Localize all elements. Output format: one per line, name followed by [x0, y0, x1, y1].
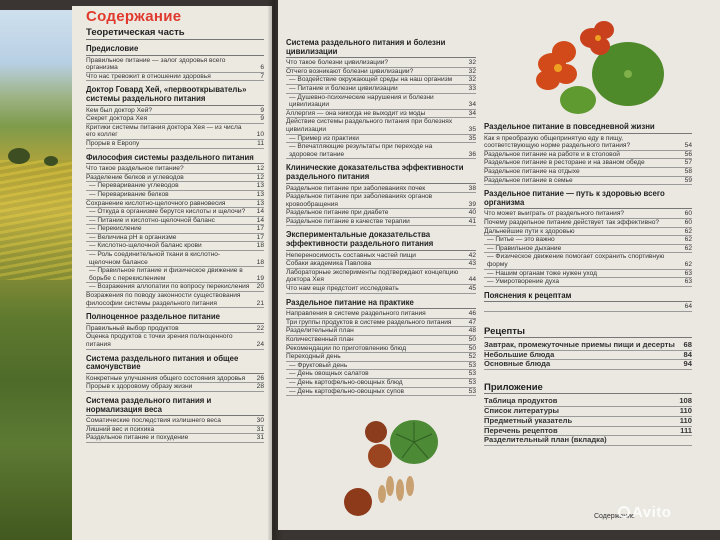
entry-page-number: 24 [256, 341, 264, 348]
left-toc-column [86, 8, 264, 443]
entry-title: Раздельное питание в ресторане и на званом обеде [484, 159, 645, 167]
toc-entry [484, 270, 692, 279]
entry-title: Действие системы раздельного питания при болезнях цивилизации [286, 118, 453, 133]
toc-entry [484, 135, 692, 151]
nasturtium-illustration [530, 16, 670, 120]
entry-page-number: 62 [684, 227, 692, 235]
entry-title: Правильное питание — залог здоровья всего организма [86, 56, 226, 72]
section-heading: Система раздельного питания и общее самочувствие [86, 355, 264, 374]
entry-page-number: 50 [468, 344, 476, 352]
toc-entry [286, 353, 476, 362]
entry-page-number: 9 [260, 115, 264, 123]
entry-title: Кем был доктор Хей? [86, 106, 153, 114]
entry-page-number: 53 [468, 378, 476, 386]
entry-title: — Питание и болезни цивилизации [289, 84, 398, 92]
toc-section [286, 164, 476, 226]
section-heading: Раздельное питание в повседневной жизни [484, 123, 692, 134]
entry-title: Рекомендации по приготовлению блюд [286, 344, 407, 352]
entry-title: — Переваривание углеводов [89, 182, 179, 190]
entry-page-number: 52 [468, 353, 476, 361]
right-page [278, 0, 720, 530]
entry-page-number: 42 [468, 251, 476, 259]
part-heading: Теоретическая часть [86, 27, 264, 40]
entry-title: Основные блюда [484, 359, 551, 369]
entry-page-number: 63 [684, 269, 692, 277]
entry-page-number: 63 [684, 278, 692, 286]
toc-entry [286, 135, 476, 144]
toc-entry [86, 333, 264, 349]
entry-page-number: 56 [684, 150, 692, 158]
toc-entry [286, 336, 476, 345]
toc-entry [286, 269, 476, 285]
entry-title: Что нас тревожит в отношении здоровья [86, 72, 211, 80]
entry-page-number: 36 [468, 150, 476, 158]
entry-page-number: 111 [680, 425, 692, 435]
entry-title: Конкретные улучшения общего состояния здоровья [86, 374, 246, 382]
toc-section [286, 231, 476, 293]
toc-entry [484, 245, 692, 254]
entry-title: — Фруктовый день [289, 361, 348, 369]
toc-entry [286, 59, 476, 68]
entry-page-number: 33 [468, 84, 476, 92]
entry-title: — Правильное дыхание [487, 244, 562, 252]
entry-page-number: 62 [684, 236, 692, 244]
entry-page-number: 62 [684, 244, 692, 252]
entry-title: — Впечатляющие результаты при переходе на здоровое питание [289, 143, 433, 158]
toc-entry [86, 251, 264, 267]
entry-title: — Правильное питание и физическое движение в борьбе с перекислением [89, 267, 243, 282]
entry-page-number: 17 [256, 225, 264, 233]
toc-section [86, 154, 264, 309]
entry-page-number: 9 [260, 106, 264, 114]
entry-page-number: 13 [256, 190, 264, 198]
entry-title: Аллергия — она никогда не выходит из моды [286, 109, 426, 117]
entry-page-number: 48 [468, 327, 476, 335]
entry-page-number: 30 [256, 417, 264, 425]
toc-entry [484, 436, 692, 446]
toc-section [484, 123, 692, 185]
toc-entry [86, 242, 264, 251]
section-heading: Предисловие [86, 45, 264, 56]
entry-title: Разделительный план [286, 327, 354, 335]
entry-page-number: 10 [256, 131, 264, 139]
entry-title: Прорыв к здоровому образу жизни [86, 383, 193, 391]
entry-page-number: 53 [468, 361, 476, 369]
entry-title: — День овощных салатов [289, 370, 369, 378]
entry-page-number: 58 [684, 167, 692, 175]
right-sections [484, 123, 692, 312]
entry-page-number: 18 [256, 242, 264, 250]
entry-title: Переходный день [286, 353, 341, 361]
toc-entry [286, 76, 476, 85]
toc-entry [286, 85, 476, 94]
leaf-center [624, 70, 632, 78]
toc-entry [286, 327, 476, 336]
toc-entry [86, 182, 264, 191]
toc-entry [286, 362, 476, 371]
entry-title: Правильный выбор продуктов [86, 324, 179, 332]
entry-title: Оценка продуктов с точки зрения полноценного питания [86, 333, 233, 348]
toc-entry [86, 107, 264, 116]
page-footer: Содержание [594, 513, 635, 520]
entry-page-number: 34 [468, 101, 476, 109]
entry-title: Раздельное питание в семье [484, 176, 573, 184]
entry-title: Соматические последствия излишнего веса [86, 417, 221, 425]
toc-entry [286, 252, 476, 261]
entry-title: — Питание и кислотно-щелочной баланс [89, 216, 215, 224]
entry-title: Собаки академика Павлова [286, 260, 372, 268]
entry-title: — Величина рН в организме [89, 233, 177, 241]
toc-entry [86, 292, 264, 308]
entry-page-number: 13 [256, 182, 264, 190]
entry-title: — День картофельно-овощных супов [289, 387, 404, 395]
entry-page-number: 14 [256, 208, 264, 216]
toc-entry [86, 191, 264, 200]
toc-entry [286, 185, 476, 194]
nuts-illustration [340, 412, 440, 524]
entry-title: Разделительный план (вкладка) [484, 435, 607, 445]
toc-section [86, 355, 264, 392]
entry-page-number: 19 [256, 274, 264, 282]
toc-entry [484, 177, 692, 186]
toc-entry [286, 310, 476, 319]
toc-entry [286, 345, 476, 354]
entry-title: Дальнейшие пути к здоровью [484, 227, 575, 235]
entry-page-number: 110 [679, 415, 692, 425]
entry-page-number: 32 [468, 76, 476, 84]
toc-section [86, 397, 264, 443]
section-heading: Раздельное питание — путь к здоровью всего организма [484, 190, 692, 209]
toc-entry [286, 118, 476, 134]
entry-title: — Душевно-психические нарушения и болезни цивилизации [289, 93, 434, 109]
toc-entry [86, 426, 264, 435]
middle-sections [286, 39, 476, 396]
entry-page-number: 68 [683, 339, 692, 349]
toc-entry [86, 174, 264, 183]
entry-title: Раздельное питание при заболеваниях органов кровообращения [286, 193, 433, 208]
appendix-heading: Приложение [484, 382, 692, 394]
entry-page-number: 43 [468, 260, 476, 268]
left-page [72, 6, 272, 540]
entry-page-number: 41 [468, 217, 476, 225]
entry-page-number: 57 [684, 159, 692, 167]
entry-page-number: 21 [256, 299, 264, 307]
toc-entry [286, 218, 476, 227]
entry-page-number: 35 [468, 125, 476, 133]
toc-section [286, 39, 476, 159]
entry-title: Предметный указатель [484, 415, 573, 425]
entry-title: Непереносимость составных частей пищи [286, 251, 416, 259]
toc-entry [286, 193, 476, 209]
toc-entry [86, 200, 264, 209]
avito-watermark [618, 504, 671, 521]
entry-page-number: 12 [256, 165, 264, 173]
hazelnut-shape [344, 488, 372, 516]
entry-page-number: 47 [468, 318, 476, 326]
entry-title: Что такое болезни цивилизации? [286, 59, 389, 67]
entry-title: Раздельное питание при заболеваниях почек [286, 184, 426, 192]
page-title: Содержание [86, 8, 182, 25]
tree-shape [8, 148, 30, 164]
entry-title: Что нам еще предстоит исследовать [286, 285, 399, 293]
entry-page-number: 26 [256, 374, 264, 382]
appendix-list [484, 397, 692, 446]
toc-entry [86, 124, 264, 140]
entry-page-number: 54 [684, 142, 692, 150]
entry-page-number: 60 [684, 218, 692, 226]
entry-title: — Воздействие окружающей среды на наш организм [289, 76, 453, 84]
left-sections [86, 45, 264, 443]
tree-shape [44, 156, 58, 166]
entry-page-number: 108 [679, 396, 692, 406]
hazelnut-shape [365, 421, 387, 443]
entry-title: Небольшие блюда [484, 349, 555, 359]
leaf-shape [560, 86, 596, 114]
toc-entry [86, 383, 264, 392]
toc-section [86, 313, 264, 349]
entry-page-number: 6 [260, 64, 264, 72]
entry-page-number: 38 [468, 184, 476, 192]
right-toc-column [484, 118, 692, 446]
entry-title: Секрет доктора Хея [86, 115, 148, 123]
entry-title: Список литературы [484, 406, 559, 416]
entry-page-number: 53 [468, 387, 476, 395]
entry-title: Что такое раздельное питание? [86, 165, 184, 173]
entry-page-number: 11 [257, 139, 264, 147]
toc-entry [86, 208, 264, 217]
entry-page-number: 14 [256, 216, 264, 224]
field-texture [0, 160, 72, 280]
entry-page-number: 45 [468, 285, 476, 293]
entry-title: — Откуда в организме берутся кислоты и щелочи? [89, 208, 246, 216]
entry-title: Раздельное питание на отдыхе [484, 167, 580, 175]
entry-title: Раздельное питание и похудение [86, 434, 189, 442]
toc-section [86, 86, 264, 148]
toc-entry [484, 236, 692, 245]
entry-title: Направления в системе раздельного питания [286, 310, 426, 318]
entry-title: Количественный план [286, 336, 354, 343]
watermark-text: Avito [632, 504, 672, 521]
entry-title: — Питье — это важно [487, 236, 555, 244]
entry-page-number: 44 [468, 276, 476, 284]
section-heading: Пояснения к рецептам [484, 292, 692, 303]
entry-title: Раздельное питание на работе и в столовой [484, 150, 620, 158]
avito-logo-icon [618, 506, 630, 518]
entry-page-number: 34 [468, 109, 476, 117]
toc-entry [484, 168, 692, 177]
toc-entry [86, 225, 264, 234]
entry-page-number: 32 [468, 59, 476, 67]
entry-page-number: 31 [256, 425, 264, 433]
entry-title: Сохранение кислотно-щелочного равновесия [86, 199, 226, 207]
section-heading: Полноценное раздельное питание [86, 313, 264, 324]
toc-entry [484, 228, 692, 237]
toc-section [484, 190, 692, 287]
toc-entry [86, 115, 264, 124]
entry-page-number: 12 [256, 173, 264, 181]
toc-entry [286, 94, 476, 110]
entry-title: Три группы продуктов в системе раздельного питания [286, 318, 452, 326]
entry-page-number: 84 [683, 349, 692, 359]
section-heading: Философия системы раздельного питания [86, 154, 264, 165]
entry-page-number: 50 [468, 336, 476, 343]
toc-entry [484, 360, 692, 370]
entry-title: — Переваривание белков [89, 190, 169, 198]
toc-section [286, 299, 476, 397]
toc-entry [86, 325, 264, 334]
entry-title: — Умиротворение духа [487, 278, 560, 286]
entry-page-number: 60 [684, 210, 692, 218]
toc-entry [484, 278, 692, 287]
entry-title: Раздельное питание при диабете [286, 209, 389, 217]
entry-page-number: 32 [468, 67, 476, 75]
entry-title: Перечень рецептов [484, 425, 558, 435]
entry-title: Возражения по поводу законности существования философии системы раздельного питания [86, 292, 241, 307]
section-heading: Доктор Говард Хей, «первооткрыватель» системы раздельного питания [86, 86, 264, 105]
entry-title: Завтрак, промежуточные приемы пищи и десерты [484, 339, 675, 349]
entry-page-number: 20 [256, 283, 264, 291]
entry-page-number: 28 [256, 383, 264, 391]
entry-title: — Перекисление [89, 225, 142, 233]
entry-page-number: 31 [256, 434, 264, 442]
toc-entry [484, 219, 692, 228]
entry-title: — Пример из практики [289, 134, 359, 142]
flower-center [595, 35, 601, 41]
section-heading: Система раздельного питания и болезни цивилизации [286, 39, 476, 58]
toc-section [484, 292, 692, 312]
toc-entry [86, 57, 264, 73]
entry-page-number: 46 [468, 310, 476, 318]
entry-title: Прорыв в Европу [86, 139, 140, 147]
entry-title: Лишний вес и психика [86, 425, 155, 433]
section-heading: Система раздельного питания и нормализация веса [86, 397, 264, 416]
toc-entry [484, 253, 692, 269]
toc-entry [86, 434, 264, 443]
entry-title: Разделение белков и углеводов [86, 173, 184, 181]
hazelnut-shape [368, 444, 392, 468]
toc-entry [286, 388, 476, 397]
entry-page-number: 22 [256, 324, 264, 332]
flower-center [554, 64, 562, 72]
entry-page-number: 62 [684, 260, 692, 268]
middle-toc-column [286, 34, 476, 396]
toc-entry [86, 283, 264, 292]
toc-entry [286, 209, 476, 218]
entry-title: — Роль соединительной ткани в кислотно-щелочном балансе [89, 251, 221, 266]
almond-shape [378, 476, 414, 503]
toc-entry [484, 210, 692, 219]
entry-page-number: 17 [256, 233, 264, 241]
entry-page-number: 110 [679, 406, 692, 416]
entry-title: Отчего возникают болезни цивилизации? [286, 67, 414, 75]
entry-page-number: 64 [684, 303, 692, 311]
toc-entry [286, 260, 476, 269]
entry-title: — Возражения аллопатии по вопросу перекисления [89, 283, 250, 291]
entry-page-number: 40 [468, 209, 476, 217]
entry-title: — Нашим органам тоже нужен уход [487, 269, 598, 277]
section-heading: Раздельное питание на практике [286, 299, 476, 310]
recipes-heading: Рецепты [484, 326, 692, 338]
entry-page-number: 13 [256, 199, 264, 207]
toc-entry [286, 379, 476, 388]
entry-title: Раздельное питание в качестве терапии [286, 217, 410, 225]
toc-entry [86, 140, 264, 149]
toc-entry [286, 285, 476, 294]
section-heading: Экспериментальные доказательства эффективности раздельного питания [286, 231, 476, 250]
field-photo [0, 10, 72, 540]
entry-title: — Кислотно-щелочной баланс крови [89, 242, 202, 250]
entry-title: Как я преобразую общепринятую еду в пищу, соответствующую норме раздельного питания? [484, 134, 631, 150]
toc-entry [286, 370, 476, 379]
entry-title: Таблица продуктов [484, 396, 558, 406]
entry-page-number: 59 [684, 176, 692, 184]
entry-page-number: 53 [468, 370, 476, 378]
toc-entry [484, 303, 692, 312]
toc-section [86, 45, 264, 81]
entry-title: Почему раздельное питание действует так эффективно? [484, 218, 660, 226]
entry-page-number: 94 [683, 359, 692, 369]
entry-page-number: 7 [260, 72, 264, 80]
toc-entry [86, 217, 264, 226]
entry-title: Лабораторные эксперименты подтверждают концепцию доктора Хея [286, 268, 459, 284]
recipes-list [484, 341, 692, 370]
entry-page-number: 35 [468, 134, 476, 142]
section-heading: Клинические доказательства эффективности раздельного питания [286, 164, 476, 183]
toc-entry [86, 165, 264, 174]
entry-title: — День картофельно-овощных блюд [289, 378, 403, 386]
toc-entry [286, 143, 476, 159]
entry-page-number: 18 [256, 258, 264, 266]
entry-title: — Физическое движение помогает сохранить спортивную форму [487, 253, 665, 268]
entry-page-number: 39 [468, 200, 476, 208]
toc-entry [86, 417, 264, 426]
toc-entry [86, 73, 264, 82]
toc-entry [484, 159, 692, 168]
entry-title: Критики системы питания доктора Хея — из числа его коллег [86, 123, 242, 139]
entry-title: Что может выиграть от раздельного питания? [484, 210, 625, 218]
toc-entry [86, 267, 264, 283]
